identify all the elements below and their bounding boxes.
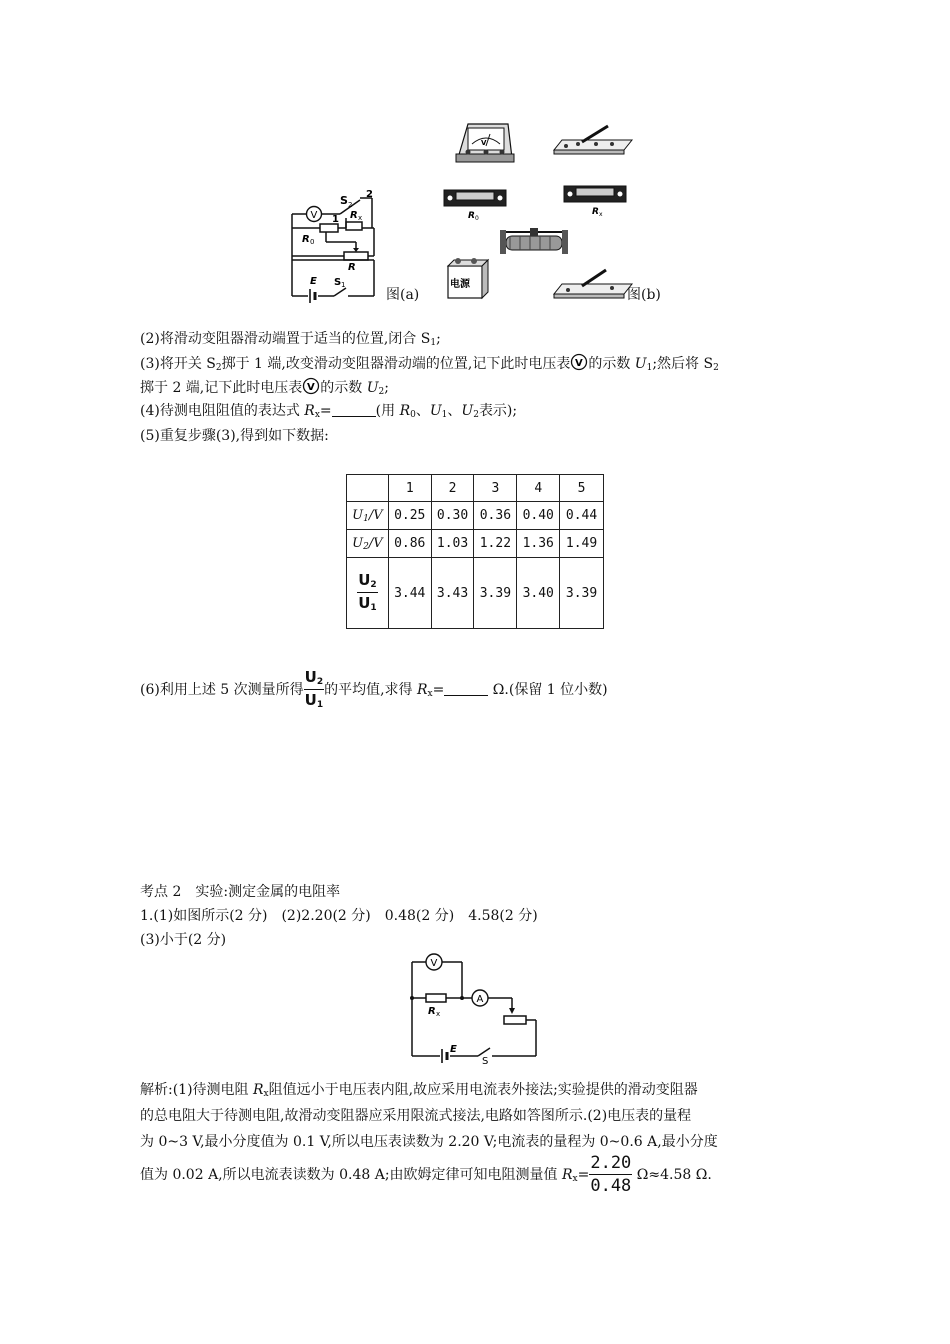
table-cell: 0.36	[474, 502, 517, 530]
fig-a-rx-label: R	[350, 210, 358, 221]
power-supply-device	[448, 258, 488, 298]
fig-b-power-label: 电源	[450, 279, 470, 290]
analysis-line-4: 值为 0.02 A,所以电流表读数为 0.48 A;由欧姆定律可知电阻测量值 $R_x=$ $\frac{2.20}{0.48}$ Ω≈4.58 Ω.	[140, 1153, 712, 1196]
answer-line-2: (3)小于(2 分)	[140, 932, 227, 948]
svg-text:V: V	[307, 382, 316, 393]
answer-e-label: E	[450, 1044, 457, 1055]
column-header: 2	[431, 475, 474, 502]
table-cell: 1.49	[560, 530, 604, 558]
answer-rx-sub: x	[436, 1010, 441, 1018]
table-cell: 1.03	[431, 530, 474, 558]
fig-a-voltmeter-label: V	[310, 210, 318, 221]
figure-a-caption: 图(a)	[386, 287, 420, 303]
row-label: $U_2/V$	[347, 530, 389, 558]
analysis-line-3: 为 0~3 V,最小分度值为 0.1 V,所以电压表读数为 2.20 V;电流表的量程为 0~0.6 A,最小分度	[140, 1134, 718, 1150]
answer-s-label: S	[482, 1056, 489, 1064]
analysis-line-2: 的总电阻大于待测电阻,故滑动变阻器应采用限流式接法,电路如答图所示.(2)电压表的量程	[140, 1108, 692, 1124]
answer-blank	[332, 402, 376, 417]
fig-a-s2-label: S	[340, 194, 348, 207]
answer-circuit	[406, 952, 542, 1064]
table-cell: 3.43	[431, 558, 474, 629]
fig-a-r-label: R	[348, 262, 356, 273]
step-5: (5)重复步骤(3),得到如下数据:	[140, 428, 329, 444]
figure-b-caption: 图(b)	[627, 287, 661, 303]
analysis-line-1: 解析:(1)待测电阻 $R_x$阻值远小于电压表内阻,故应采用电流表外接法;实验提供的滑动变阻器	[140, 1082, 698, 1099]
switch-top-device	[554, 126, 632, 154]
fig-a-r0-sub: 0	[310, 238, 315, 246]
row-label: $U_1/V$	[347, 502, 389, 530]
table-cell: 3.44	[388, 558, 431, 629]
fig-b-rx-label: R	[592, 207, 599, 217]
table-header-row	[347, 475, 604, 502]
meter-device	[456, 124, 514, 162]
table-cell: 1.22	[474, 530, 517, 558]
column-header: 5	[560, 475, 604, 502]
row-label: $\frac{U_2}{U_1}$	[347, 558, 389, 629]
switch-bottom-device	[554, 270, 632, 298]
table-row-u2	[347, 530, 604, 558]
table-cell: 3.39	[560, 558, 604, 629]
table-row-ratio	[347, 558, 604, 629]
step-2: (2)将滑动变阻器滑动端置于适当的位置,闭合 $S_1$;	[140, 331, 441, 348]
step-3-line-2: 掷于 2 端,记下此时电压表 V 的示数 $U_2$;	[140, 377, 389, 402]
fig-a-e-label: E	[310, 276, 317, 287]
table-cell: 1.36	[517, 530, 560, 558]
voltmeter-symbol-icon	[302, 377, 320, 395]
table-cell: 3.39	[474, 558, 517, 629]
table-row-u1	[347, 502, 604, 530]
fig-b-meter-label: V	[481, 139, 487, 147]
answer-blank	[444, 681, 488, 696]
column-header: 3	[474, 475, 517, 502]
table-cell: 0.40	[517, 502, 560, 530]
fig-a-rx-sub: x	[358, 214, 363, 222]
table-cell: 3.40	[517, 558, 560, 629]
ratio-fraction: $\frac{U_2}{U_1}$	[304, 668, 324, 710]
fig-a-pos2-label: 2	[366, 189, 373, 200]
fig-b-r0-sub: 0	[475, 215, 479, 222]
column-header: 4	[517, 475, 560, 502]
rx-device	[564, 186, 626, 218]
column-header: 1	[388, 475, 431, 502]
data-table	[346, 474, 604, 629]
fig-a-s1-sub: 1	[341, 281, 346, 289]
answer-rx-label: R	[428, 1006, 436, 1017]
ohm-law-fraction: $\frac{2.20}{0.48}$	[590, 1153, 632, 1196]
step-4: (4)待测电阻阻值的表达式 $R_x=$ (用 $R_0$、$U_1$、$U_2$表示);	[140, 403, 518, 420]
fig-a-s2-sub: 2	[348, 201, 353, 209]
figure-b-apparatus	[436, 118, 636, 302]
step-6: (6)利用上述 5 次测量所得 $\frac{U_2}{U_1}$ 的平均值,求得 $R_x= \Omega$.(保留 1 位小数)	[140, 668, 608, 710]
answer-voltmeter-label: V	[430, 958, 438, 969]
table-cell: 0.25	[388, 502, 431, 530]
svg-text:V: V	[575, 358, 584, 369]
section-2-title: 考点 2 实验:测定金属的电阻率	[140, 884, 341, 900]
rheostat-device	[500, 228, 568, 254]
table-cell: 0.86	[388, 530, 431, 558]
fig-b-r0-label: R	[468, 211, 475, 221]
fig-a-r0-label: R	[302, 234, 310, 245]
answer-line-1: 1.(1)如图所示(2 分) (2)2.20(2 分) 0.48(2 分) 4.58(2 分)	[140, 908, 538, 924]
r0-device	[444, 190, 506, 222]
step-3-line-1: (3)将开关 $S_2$掷于 1 端,改变滑动变阻器滑动端的位置,记下此时电压表 V 的示数 $U_1$;然后将 $S_2$	[140, 353, 719, 378]
table-cell: 0.44	[560, 502, 604, 530]
answer-ammeter-label: A	[476, 994, 484, 1005]
voltmeter-symbol-icon	[570, 353, 588, 371]
fig-a-s1-label: S	[334, 277, 342, 288]
fig-a-pos1-label: 1	[332, 214, 339, 225]
fig-b-rx-sub: x	[599, 211, 603, 218]
table-cell: 0.30	[431, 502, 474, 530]
